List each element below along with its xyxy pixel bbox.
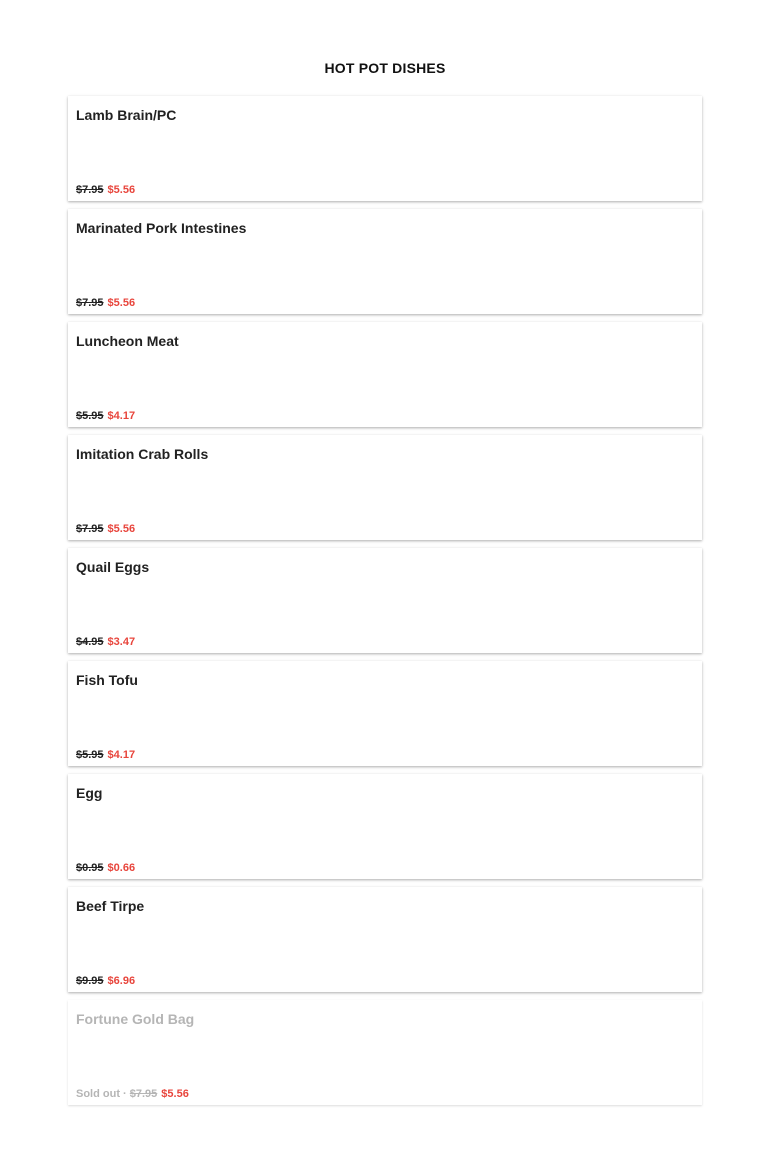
menu-item-card-sold-out — [68, 1000, 702, 1105]
item-name: Fish Tofu — [76, 672, 138, 688]
item-name: Imitation Crab Rolls — [76, 446, 209, 462]
menu-item-card[interactable] — [68, 435, 702, 540]
item-prices — [76, 297, 135, 309]
original-price: $4.95 — [76, 636, 104, 648]
item-prices — [76, 1088, 189, 1100]
item-name: Lamb Brain/PC — [76, 107, 177, 123]
menu-item-card[interactable] — [68, 322, 702, 427]
sale-price: $6.96 — [107, 975, 136, 987]
menu-item-card[interactable] — [68, 548, 702, 653]
sale-price: $5.56 — [107, 297, 136, 309]
menu-item-card[interactable] — [68, 661, 702, 766]
original-price: $7.95 — [76, 523, 104, 535]
item-name: Quail Eggs — [76, 559, 150, 575]
sale-price: $4.17 — [107, 749, 136, 761]
item-name: Fortune Gold Bag — [76, 1011, 195, 1027]
sale-price: $5.56 — [107, 184, 136, 196]
sale-price: $5.56 — [161, 1088, 189, 1100]
section-title: HOT POT DISHES — [324, 60, 446, 76]
sale-price: $5.56 — [107, 523, 136, 535]
item-name: Marinated Pork Intestines — [76, 220, 247, 236]
sale-price: $3.47 — [107, 636, 136, 648]
original-price: $7.95 — [76, 297, 104, 309]
sale-price: $0.66 — [107, 862, 136, 874]
item-name: Beef Tirpe — [76, 898, 145, 914]
item-name: Egg — [76, 785, 103, 801]
menu-item-card[interactable] — [68, 209, 702, 314]
menu-item-card[interactable] — [68, 96, 702, 201]
item-prices — [76, 862, 135, 874]
item-prices — [76, 523, 135, 535]
original-price: $7.95 — [76, 184, 104, 196]
sold-out-label: Sold out · — [76, 1088, 130, 1100]
item-prices — [76, 636, 135, 648]
item-prices — [76, 975, 135, 987]
original-price: $9.95 — [76, 975, 104, 987]
menu-item-card[interactable] — [68, 774, 702, 879]
sale-price: $4.17 — [107, 410, 136, 422]
item-prices — [76, 184, 135, 196]
item-prices — [76, 749, 135, 761]
item-prices — [76, 410, 135, 422]
item-name: Luncheon Meat — [76, 333, 179, 349]
menu-item-list — [68, 96, 702, 1105]
original-price: $5.95 — [76, 410, 104, 422]
original-price: $7.95 — [129, 1088, 158, 1100]
original-price: $5.95 — [76, 749, 104, 761]
original-price: $0.95 — [76, 862, 104, 874]
menu-item-card[interactable] — [68, 887, 702, 992]
